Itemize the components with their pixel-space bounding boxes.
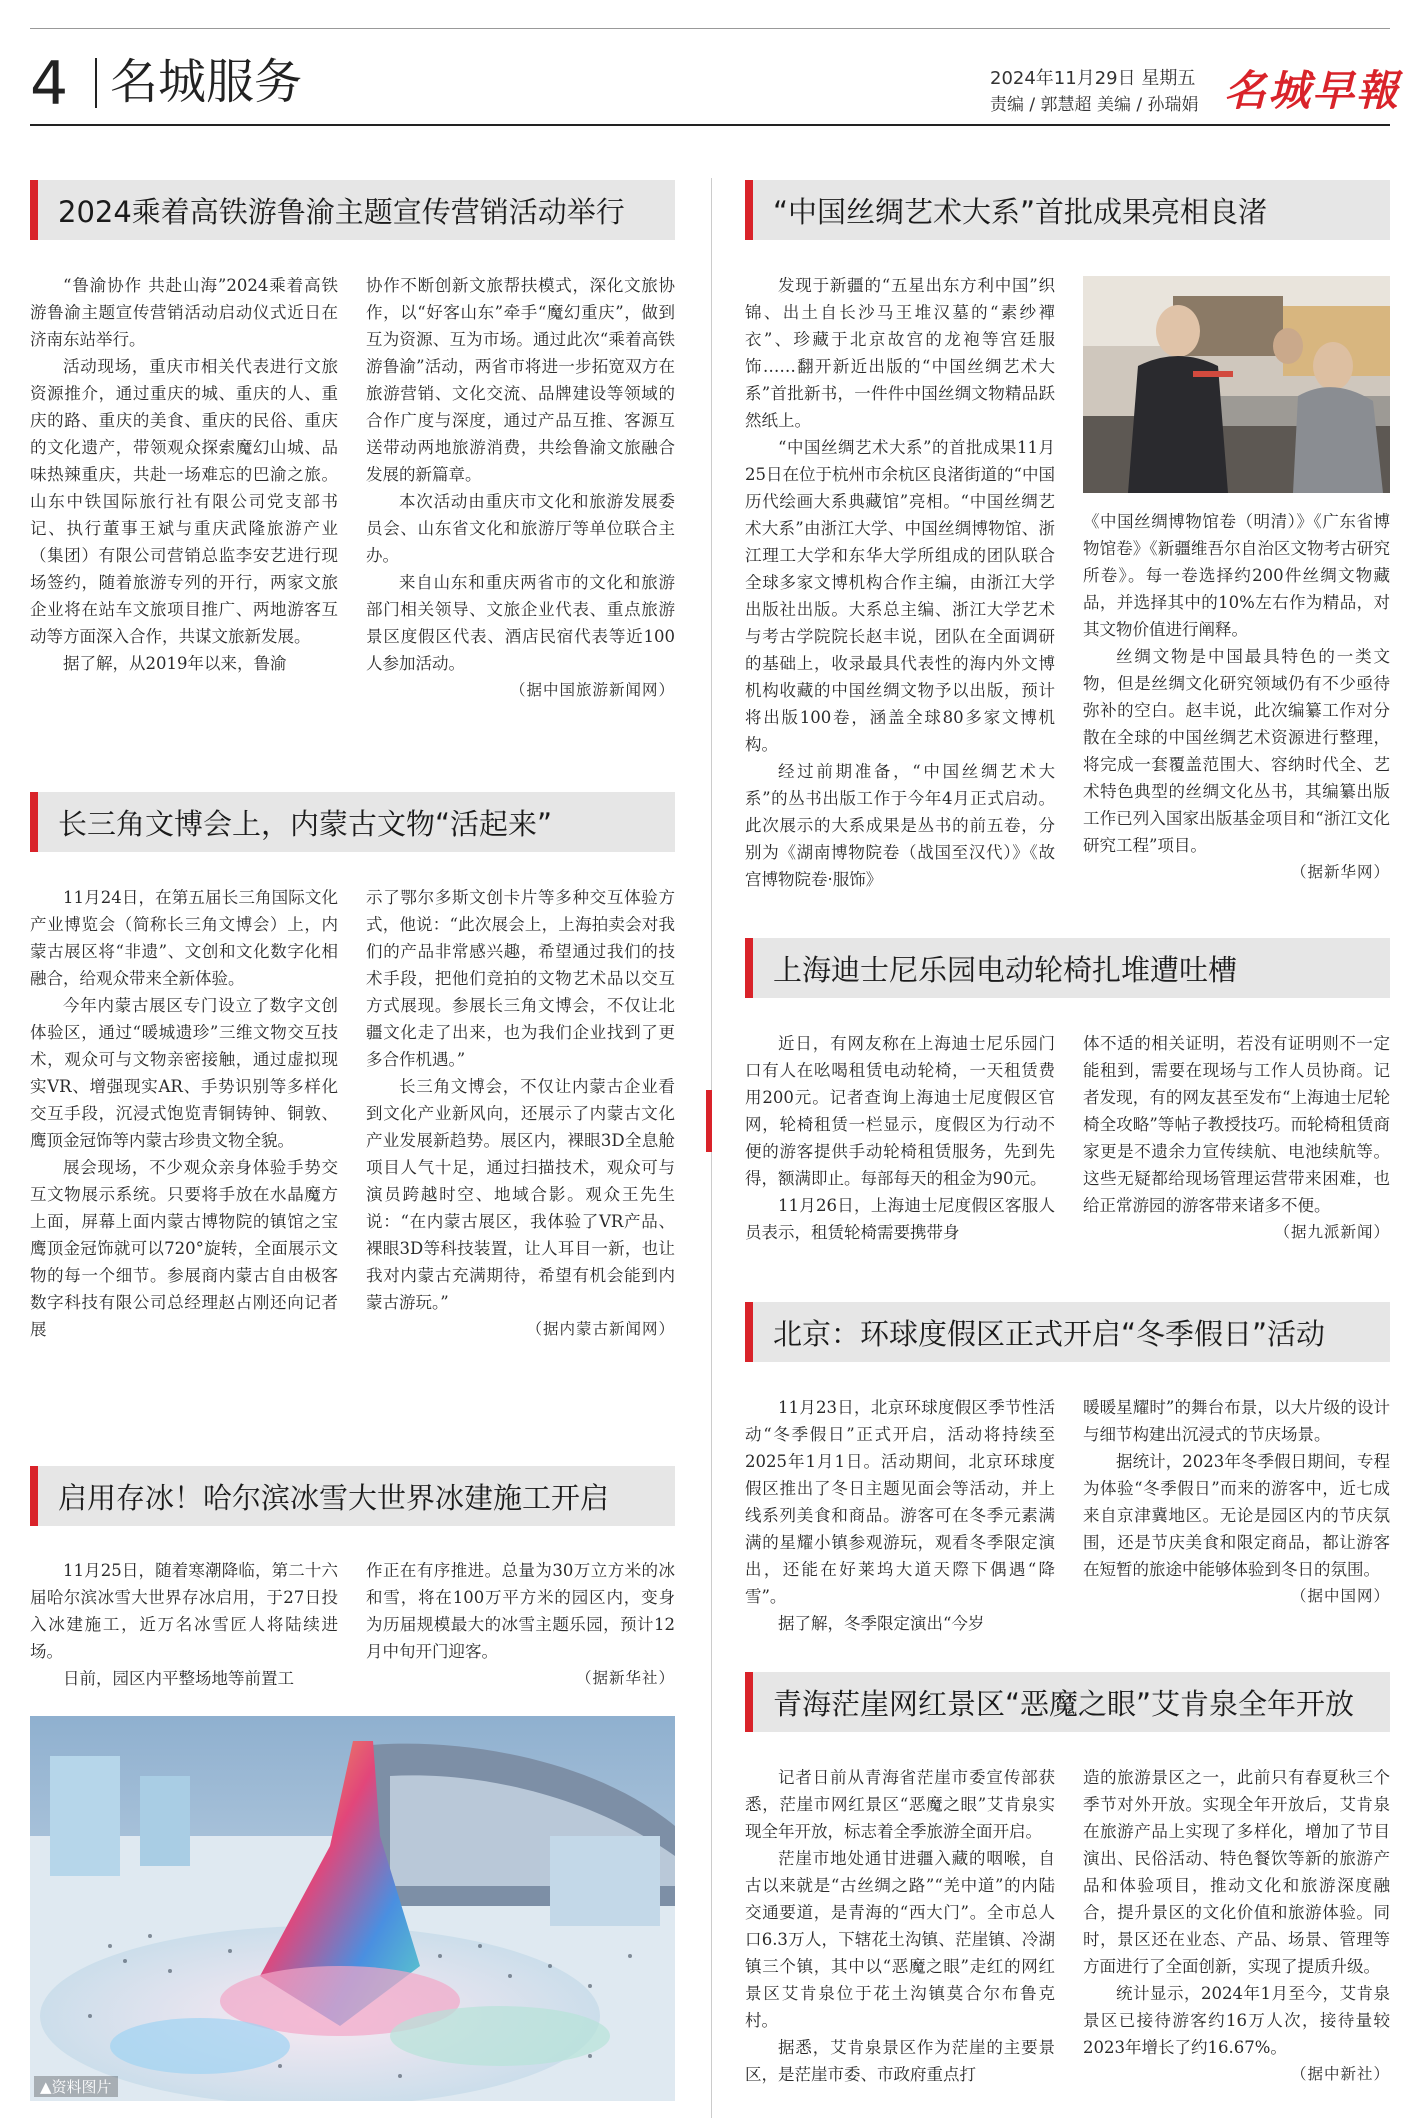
- paragraph: 据了解，冬季限定演出“今岁: [778, 1614, 985, 1633]
- headline-text: “中国丝绸艺术大系”首批成果亮相良渚: [773, 194, 1268, 229]
- paragraph: 示了鄂尔多斯文创卡片等多种交互体验方式，他说：“此次展会上，上海拍卖会对我们的产品非常感兴趣，希望通过我们的技术手段，把他们竞拍的文物艺术品以交互方式展现。参展长三角文博会，不仅让北疆文化走了出来，也为我们企业找到了更多合作机遇。”: [366, 888, 675, 1069]
- issue-date: 2024年11月29日 星期五: [990, 68, 1196, 89]
- article-a4-column-right: [1083, 508, 1390, 886]
- headline-accent-bar: [745, 938, 753, 998]
- article-a3-column-left: [30, 1557, 338, 1692]
- article-source: （据中新社）: [1290, 2065, 1390, 2083]
- article-a6-column-left: [745, 1394, 1055, 1637]
- paragraph: 11月23日，北京环球度假区季节性活动“冬季假日”正式开启，活动将持续至2025年1月1日。活动期间，北京环球度假区推出了冬日主题见面会等活动，并上线系列美食和商品。游客可在冬季元素满满的星耀小镇参观游玩，观看冬季限定演出，还能在好莱坞大道天際下偶遇“降雪”。: [745, 1398, 1055, 1606]
- article-source: （据新华网）: [1290, 863, 1390, 881]
- ice-world-photo-image: [30, 1716, 675, 2101]
- paragraph: 本次活动由重庆市文化和旅游发展委员会、山东省文化和旅游厅等单位联合主办。: [366, 492, 675, 565]
- editors-credit: 责编 / 郭慧超 美编 / 孙瑞娟: [990, 95, 1199, 115]
- headline-text: 青海茫崖网红景区“恶魔之眼”艾肯泉全年开放: [773, 1686, 1355, 1721]
- article-source: （据内蒙古新闻网）: [526, 1320, 675, 1338]
- headline-accent-bar: [745, 1302, 753, 1362]
- paragraph: 体不适的相关证明，若没有证明则不一定能租到，需要在现场与工作人员协商。记者发现，有的网友甚至发布“上海迪士尼轮椅全攻略”等帖子教授技巧。而轮椅租赁商家更是不遗余力宣传续航、电池续航等。这些无疑都给现场管理运营带来困难，也给正常游园的游客带来诸多不便。: [1083, 1034, 1390, 1215]
- paragraph: 11月24日，在第五届长三角国际文化产业博览会（简称长三角文博会）上，内蒙古展区将“非遗”、文创和文化数字化相融合，给观众带来全新体验。: [30, 888, 338, 988]
- column-divider-accent: [706, 1090, 712, 1152]
- paragraph: 据统计，2023年冬季假日期间，专程为体验“冬季假日”而来的游客中，近七成来自京津冀地区。无论是园区内的节庆氛围，还是节庆美食和限定商品，都让游客在短暂的旅途中能够体验到冬日的氛围。: [1083, 1452, 1390, 1579]
- paragraph: 11月26日，上海迪士尼度假区客服人员表示，租赁轮椅需要携带身: [745, 1196, 1055, 1242]
- article-source: （据中国旅游新闻网）: [509, 681, 675, 699]
- paragraph: 造的旅游景区之一，此前只有春夏秋三个季节对外开放。实现全年开放后，艾肯泉在旅游产品上实现了多样化，增加了节目演出、民俗活动、特色餐饮等新的旅游产品和体验项目，推动文化和旅游深度融合，提升景区的文化价值和旅游体验。同时，景区还在业态、产品、场景、管理等方面进行了全面创新，实现了提质升级。: [1083, 1768, 1390, 1976]
- paragraph: 活动现场，重庆市相关代表进行文旅资源推介，通过重庆的城、重庆的人、重庆的路、重庆的美食、重庆的民俗、重庆的文化遗产，带领观众探索魔幻山城、品味热辣重庆，共赴一场难忘的巴渝之旅。山东中铁国际旅行社有限公司党支部书记、执行董事王斌与重庆武隆旅游产业（集团）有限公司营销总监李安艺进行现场签约，随着旅游专列的开行，两家文旅企业将在站车文旅项目推广、两地游客互动等方面深入合作，共谋文旅新发展。: [30, 357, 338, 646]
- paragraph: 暖暖星耀时”的舞台布景，以大片级的设计与细节构建出沉浸式的节庆场景。: [1083, 1398, 1390, 1444]
- paragraph: 11月25日，随着寒潮降临，第二十六届哈尔滨冰雪大世界存冰启用，于27日投入冰建施工，近万名冰雪匠人将陆续进场。: [30, 1561, 338, 1661]
- paragraph: 来自山东和重庆两省市的文化和旅游部门相关领导、文旅企业代表、重点旅游景区度假区代表、酒店民宿代表等近100人参加活动。: [366, 573, 675, 673]
- newspaper-logo: 名城早報: [1224, 66, 1401, 115]
- article-a5-column-left: [745, 1030, 1055, 1246]
- paragraph: 长三角文博会，不仅让内蒙古企业看到文化产业新风向，还展示了内蒙古文化产业发展新趋势。展区内，裸眼3D全息舱项目人气十足，通过扫描技术，观众可与演员跨越时空、地域合影。观众王先生说：“在内蒙古展区，我体验了VR产品、裸眼3D等科技装置，让人耳目一新，也让我对内蒙古充满期待，希望有机会能到内蒙古游玩。”: [366, 1077, 675, 1312]
- paragraph: 发现于新疆的“五星出东方利中国”织锦、出土自长沙马王堆汉墓的“素纱襌衣”、珍藏于北京故宫的龙袍等宫廷服饰……翻开新近出版的“中国丝绸艺术大系”首批新书，一件件中国丝绸文物精品跃然纸上。: [745, 276, 1055, 430]
- article-a7-column-left: [745, 1764, 1055, 2088]
- paragraph: 据了解，从2019年以来，鲁渝: [63, 654, 287, 673]
- article-headline-a1: [30, 180, 675, 240]
- article-a1-column-left: [30, 272, 338, 677]
- silk-exhibit-photo-image: [1083, 276, 1390, 493]
- top-rule: [30, 28, 1390, 29]
- paragraph: 茫崖市地处通甘进疆入藏的咽喉，自古以来就是“古丝绸之路”“羌中道”的内陆交通要道，是青海的“西大门”。全市总人口6.3万人，下辖花土沟镇、茫崖镇、冷湖镇三个镇，其中以“恶魔之眼”走红的网红景区艾肯泉位于花土沟镇莫合尔布鲁克村。: [745, 1849, 1055, 2030]
- article-a1-column-right: [366, 272, 675, 704]
- headline-text: 北京：环球度假区正式开启“冬季假日”活动: [773, 1316, 1326, 1351]
- headline-text: 启用存冰！哈尔滨冰雪大世界冰建施工开启: [58, 1480, 610, 1515]
- masthead-rule: [30, 124, 1390, 126]
- paragraph: 今年内蒙古展区专门设立了数字文创体验区，通过“暖城遗珍”三维文物交互技术，观众可与文物亲密接触，通过虚拟现实VR、增强现实AR、手势识别等多样化交互手段，沉浸式饱览青铜铸钟、铜敦、鹰顶金冠饰等内蒙古珍贵文物全貌。: [30, 996, 338, 1150]
- paragraph: 近日，有网友称在上海迪士尼乐园门口有人在吆喝租赁电动轮椅，一天租赁费用200元。记者查询上海迪士尼度假区官网，轮椅租赁一栏显示，度假区为行动不便的游客提供手动轮椅租赁服务，先到先得，额满即止。每部每天的租金为90元。: [745, 1034, 1055, 1188]
- paragraph: “中国丝绸艺术大系”的首批成果11月25日在位于杭州市余杭区良渚街道的“中国历代绘画大系典藏馆”亮相。“中国丝绸艺术大系”由浙江大学、中国丝绸博物馆、浙江理工大学和东华大学所组成的团队联合全球多家文博机构合作主编，由浙江大学出版社出版。大系总主编、浙江大学艺术与考古学院院长赵丰说，团队在全面调研的基础上，收录最具代表性的海内外文博机构收藏的中国丝绸文物予以出版，预计将出版100卷，涵盖全球80多家文博机构。: [745, 438, 1055, 754]
- article-headline-a3: [30, 1466, 675, 1526]
- page-number: 4: [30, 49, 69, 119]
- paragraph: 协作不断创新文旅帮扶模式，深化文旅协作，以“好客山东”牵手“魔幻重庆”，做到互为资源、互为市场。通过此次“乘着高铁游鲁渝”活动，两省市将进一步拓宽双方在旅游营销、文化交流、品牌建设等领域的合作广度与深度，通过产品互推、客源互送带动两地旅游消费，共绘鲁渝文旅融合发展的新篇章。: [366, 276, 675, 484]
- article-a2-column-left: [30, 884, 338, 1343]
- article-a3-column-right: [366, 1557, 675, 1692]
- paragraph: 作正在有序推进。总量为30万立方米的冰和雪，将在100万平方米的园区内，变身为历届规模最大的冰雪主题乐园，预计12月中旬开门迎客。: [366, 1561, 675, 1661]
- headline-text: 长三角文博会上，内蒙古文物“活起来”: [58, 806, 553, 841]
- article-source: （据九派新闻）: [1274, 1223, 1390, 1241]
- paragraph: 日前，园区内平整场地等前置工: [63, 1669, 294, 1688]
- article-headline-a4: [745, 180, 1390, 240]
- headline-accent-bar: [30, 792, 38, 852]
- ice-world-photo: [30, 1716, 675, 2101]
- article-a4-column-left: [745, 272, 1055, 893]
- article-headline-a2: [30, 792, 675, 852]
- article-a7-column-right: [1083, 1764, 1390, 2088]
- article-headline-a7: [745, 1672, 1390, 1732]
- paragraph: 据悉，艾肯泉景区作为茫崖的主要景区，是茫崖市委、市政府重点打: [745, 2038, 1055, 2084]
- article-headline-a5: [745, 938, 1390, 998]
- section-title: 名城服务: [110, 54, 303, 110]
- silk-exhibit-photo: [1083, 276, 1390, 493]
- paragraph: “鲁渝协作 共赴山海”2024乘着高铁游鲁渝主题宣传营销活动启动仪式近日在济南东站举行。: [30, 276, 338, 349]
- paragraph: 展会现场，不少观众亲身体验手势交互文物展示系统。只要将手放在水晶魔方上面，屏幕上面内蒙古博物院的镇馆之宝鹰顶金冠饰就可以720°旋转，全面展示文物的每一个细节。参展商内蒙古自由极客数字科技有限公司总经理赵占刚还向记者展: [30, 1158, 338, 1339]
- photo-caption: ▲资料图片: [34, 2076, 118, 2097]
- headline-text: 上海迪士尼乐园电动轮椅扎堆遭吐槽: [773, 952, 1238, 987]
- article-source: （据新华社）: [575, 1669, 675, 1687]
- paragraph: 丝绸文物是中国最具特色的一类文物，但是丝绸文化研究领域仍有不少亟待弥补的空白。赵丰说，此次编纂工作对分散在全球的中国丝绸艺术资源进行整理，将完成一套覆盖范围大、容纳时代全、艺术特色典型的丝绸文化丛书，其编纂出版工作已列入国家出版基金项目和“浙江文化研究工程”项目。: [1083, 647, 1390, 855]
- paragraph: 《中国丝绸博物馆卷（明清）》《广东省博物馆卷》《新疆维吾尔自治区文物考古研究所卷》。每一卷选择约200件丝绸文物藏品，并选择其中的10%左右作为精品，对其文物价值进行阐释。: [1083, 512, 1390, 639]
- paragraph: 经过前期准备，“中国丝绸艺术大系”的丛书出版工作于今年4月正式启动。此次展示的大系成果是丛书的前五卷，分别为《湖南博物院卷（战国至汉代）》《故宫博物院卷·服饰》: [745, 762, 1055, 889]
- article-a2-column-right: [366, 884, 675, 1343]
- article-source: （据中国网）: [1290, 1587, 1390, 1605]
- article-headline-a6: [745, 1302, 1390, 1362]
- headline-text: 2024乘着高铁游鲁渝主题宣传营销活动举行: [58, 194, 625, 229]
- headline-accent-bar: [30, 180, 38, 240]
- headline-accent-bar: [745, 180, 753, 240]
- paragraph: 统计显示，2024年1月至今，艾肯泉景区已接待游客约16万人次，接待量较2023年增长了约16.67%。: [1083, 1984, 1390, 2057]
- headline-accent-bar: [30, 1466, 38, 1526]
- masthead-divider: [95, 58, 97, 108]
- article-a6-column-right: [1083, 1394, 1390, 1610]
- article-a5-column-right: [1083, 1030, 1390, 1246]
- paragraph: 记者日前从青海省茫崖市委宣传部获悉，茫崖市网红景区“恶魔之眼”艾肯泉实现全年开放，标志着全季旅游全面开启。: [745, 1768, 1055, 1841]
- headline-accent-bar: [745, 1672, 753, 1732]
